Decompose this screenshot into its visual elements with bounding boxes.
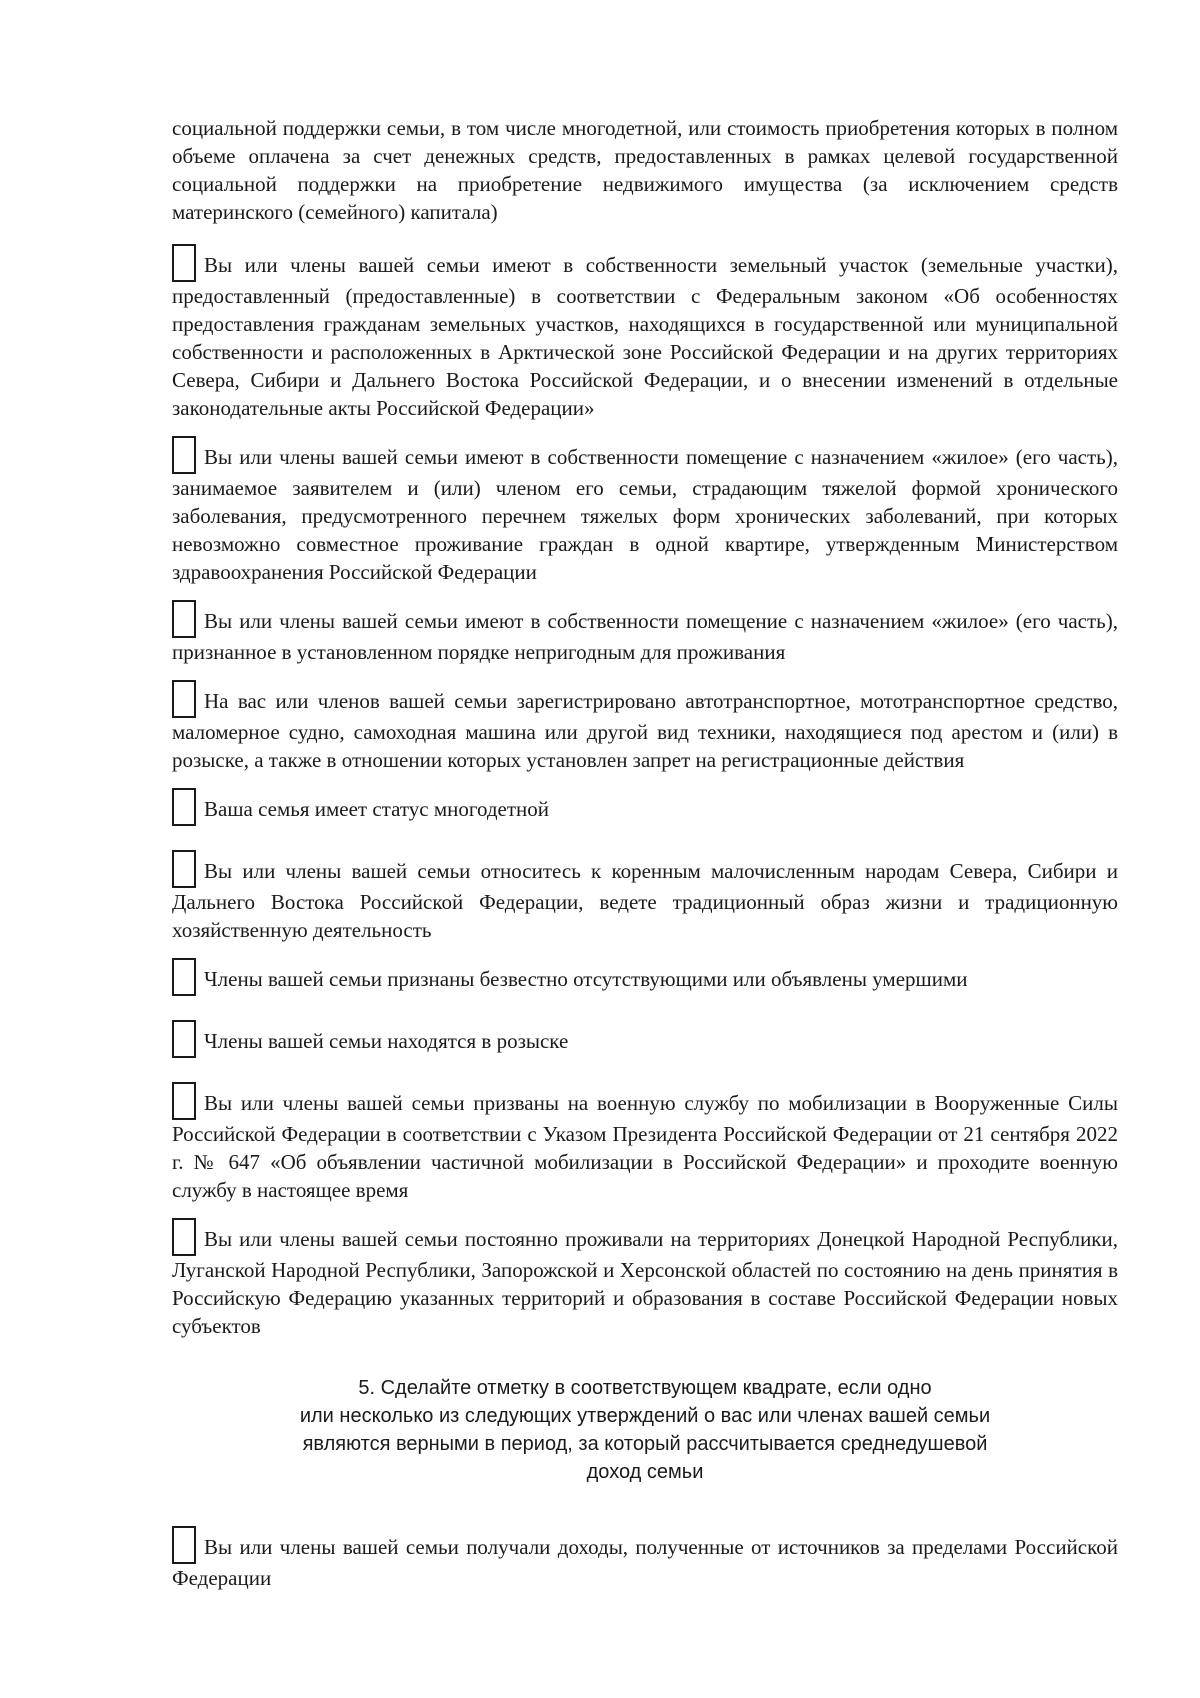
checkbox[interactable] [172,788,196,826]
checklist-item-large-family [172,788,1118,836]
checkbox[interactable] [172,1526,196,1564]
heading-line: доход семьи [586,1461,704,1483]
item-text: Ваша семья имеет статус многодетной [204,797,550,821]
checkbox[interactable] [172,850,196,888]
item-text: Вы или члены вашей семьи имеют в собственности помещение с назначением «жилое» (его часть), занимаемое заявителем и (или) членом его семьи, страдающим тяжелой формой хронического заболевания, предусмотренного перечнем тяжелых форм хронических заболеваний, при которых невозможно совместное проживание граждан в одной квартире, утвержденным Министерством здравоохранения Российской Федерации [172,445,1118,584]
section-5-heading [232,1374,1058,1486]
item-text: Члены вашей семьи признаны безвестно отсутствующими или объявлены умершими [204,967,968,991]
checklist-item-residential-unfit [172,600,1118,666]
checkbox[interactable] [172,244,196,282]
heading-line: 5. Сделайте отметку в соответствующем квадрате, если одно [358,1377,932,1399]
heading-line: или несколько из следующих утверждений о вас или членах вашей семьи [299,1405,991,1427]
heading-line: являются верными в период, за который рассчитывается среднедушевой [302,1433,988,1455]
item-text: Вы или члены вашей семьи призваны на военную службу по мобилизации в Вооруженные Силы Российской Федерации в соответствии с Указом Президента Российской Федерации от 21 сентября 2022 г. № 647 «Об объявлении частичной мобилизации в Российской Федерации» и проходите военную службу в настоящее время [172,1091,1118,1202]
checkbox[interactable] [172,958,196,996]
item-text: Вы или члены вашей семьи имеют в собственности помещение с назначением «жилое» (его часть), признанное в установленном порядке непригодным для проживания [172,609,1118,664]
checklist-item-vehicle-arrest [172,680,1118,774]
checklist-item-missing-deceased [172,958,1118,1006]
item-text: Вы или члены вашей семьи имеют в собственности земельный участок (земельные участки), предоставленный (предоставленные) в соответствии с Федеральным законом «Об особенностях предоставления гражданам земельных участков, находящихся в государственной или муниципальной собственности и расположенных в Арктической зоне Российской Федерации и на других территориях Севера, Сибири и Дальнего Востока Российской Федерации, и о внесении изменений в отдельные законодательные акты Российской Федерации» [172,253,1118,420]
checklist-item-indigenous [172,850,1118,944]
section-5-list [172,1526,1118,1592]
checklist-item-new-territories [172,1218,1118,1340]
item-text: Вы или члены вашей семьи постоянно проживали на территориях Донецкой Народной Республики, Луганской Народной Республики, Запорожской и Херсонской областей по состоянию на день принятия в Российскую Федерацию указанных территорий и образования в составе Российской Федерации новых субъектов [172,1227,1118,1338]
checklist-item-mobilization [172,1082,1118,1204]
item-text: Вы или члены вашей семьи получали доходы, полученные от источников за пределами Российской Федерации [172,1535,1118,1590]
checkbox[interactable] [172,436,196,474]
checkbox[interactable] [172,1020,196,1058]
intro-continuation-text: социальной поддержки семьи, в том числе многодетной, или стоимость приобретения которых в полном объеме оплачена за счет денежных средств, предоставленных в рамках целевой государственной социальной поддержки на приобретение недвижимого имущества (за исключением средств материнского (семейного) капитала) [172,116,1118,224]
checkbox[interactable] [172,1082,196,1120]
checkbox[interactable] [172,600,196,638]
document-page [172,114,1118,1606]
checklist-item-foreign-income [172,1526,1118,1592]
checklist-item-residential-chronic-illness [172,436,1118,586]
section-4-list [172,244,1118,1340]
checklist-item-wanted [172,1020,1118,1068]
item-text: Вы или члены вашей семьи относитесь к коренным малочисленным народам Севера, Сибири и Дальнего Востока Российской Федерации, ведете традиционный образ жизни и традиционную хозяйственную деятельность [172,859,1118,942]
item-text: На вас или членов вашей семьи зарегистрировано автотранспортное, мототранспортное средство, маломерное судно, самоходная машина или другой вид техники, находящиеся под арестом и (или) в розыске, а также в отношении которых установлен запрет на регистрационные действия [172,689,1118,772]
checkbox[interactable] [172,680,196,718]
checkbox[interactable] [172,1218,196,1256]
checklist-item-land-plot [172,244,1118,422]
item-text: Члены вашей семьи находятся в розыске [204,1029,569,1053]
